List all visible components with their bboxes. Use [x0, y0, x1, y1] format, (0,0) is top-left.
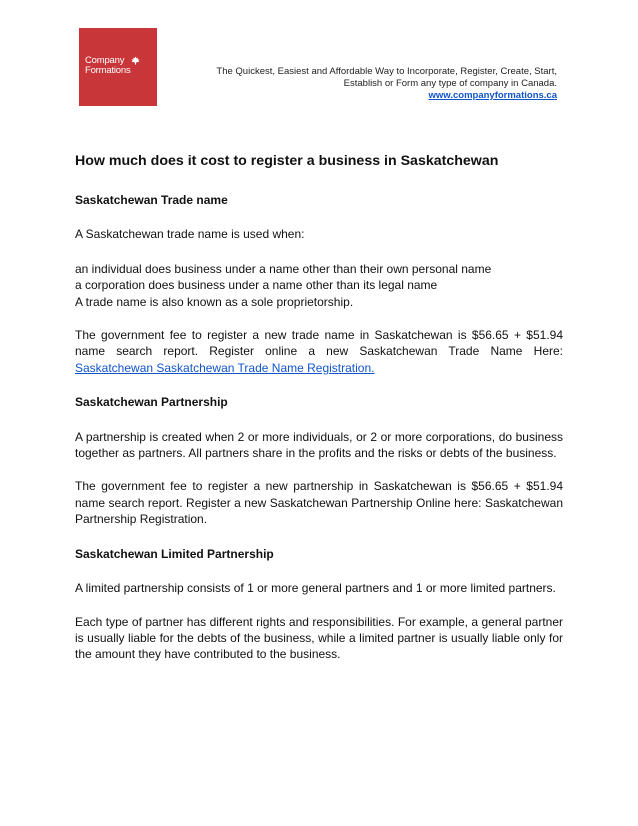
- limited-partnership-description: A limited partnership consists of 1 or more general partners and 1 or more limited partners.: [75, 581, 556, 596]
- trade-name-fee-text: The government fee to register a new trade name in Saskatchewan is $56.65 + $51.94 name search report. Register online a new Saskatchewan Trade Name Here:: [75, 328, 563, 359]
- maple-leaf-icon: [131, 56, 140, 65]
- limited-partnership-rights: Each type of partner has different rights and responsibilities. For example, a general partner is usually liable for the debts of the business, while a limited partner is usually liable only for the amount they have contributed to the business.: [75, 614, 563, 662]
- trade-name-fee-paragraph: [75, 327, 563, 376]
- section-heading-limited-partnership: Saskatchewan Limited Partnership: [75, 546, 274, 561]
- trade-name-intro: A Saskatchewan trade name is used when:: [75, 227, 305, 242]
- company-logo[interactable]: [79, 28, 157, 106]
- trade-name-bullet-3: A trade name is also known as a sole proprietorship.: [75, 294, 354, 309]
- tagline-line-1: The Quickest, Easiest and Affordable Way to Incorporate, Register, Create, Start,: [216, 66, 557, 77]
- header-tagline: [157, 66, 557, 101]
- logo-line-2: Formations: [85, 65, 131, 76]
- trade-name-bullet-1: an individual does business under a name other than their own personal name: [75, 261, 492, 276]
- logo-line-1: Company: [85, 55, 125, 66]
- section-heading-trade-name: Saskatchewan Trade name: [75, 193, 228, 207]
- tagline-line-2: Establish or Form any type of company in Canada.: [343, 77, 557, 89]
- trade-name-registration-link[interactable]: Saskatchewan Saskatchewan Trade Name Registration.: [75, 360, 375, 375]
- trade-name-bullet-2: a corporation does business under a name other than its legal name: [75, 278, 438, 293]
- section-heading-partnership: Saskatchewan Partnership: [75, 395, 228, 410]
- partnership-fee-paragraph: The government fee to register a new partnership in Saskatchewan is $56.65 + $51.94 name search report. Register a new Saskatchewan Partnership Online here: Saskatchewan Partnership Registration.: [75, 479, 563, 527]
- logo-text: [85, 56, 131, 76]
- website-link[interactable]: www.companyformations.ca: [428, 89, 557, 101]
- page-title: How much does it cost to register a business in Saskatchewan: [75, 153, 499, 169]
- partnership-description: A partnership is created when 2 or more individuals, or 2 or more corporations, do business together as partners. All partners share in the profits and the risks or debts of the business.: [75, 429, 563, 461]
- document-body: [75, 152, 563, 663]
